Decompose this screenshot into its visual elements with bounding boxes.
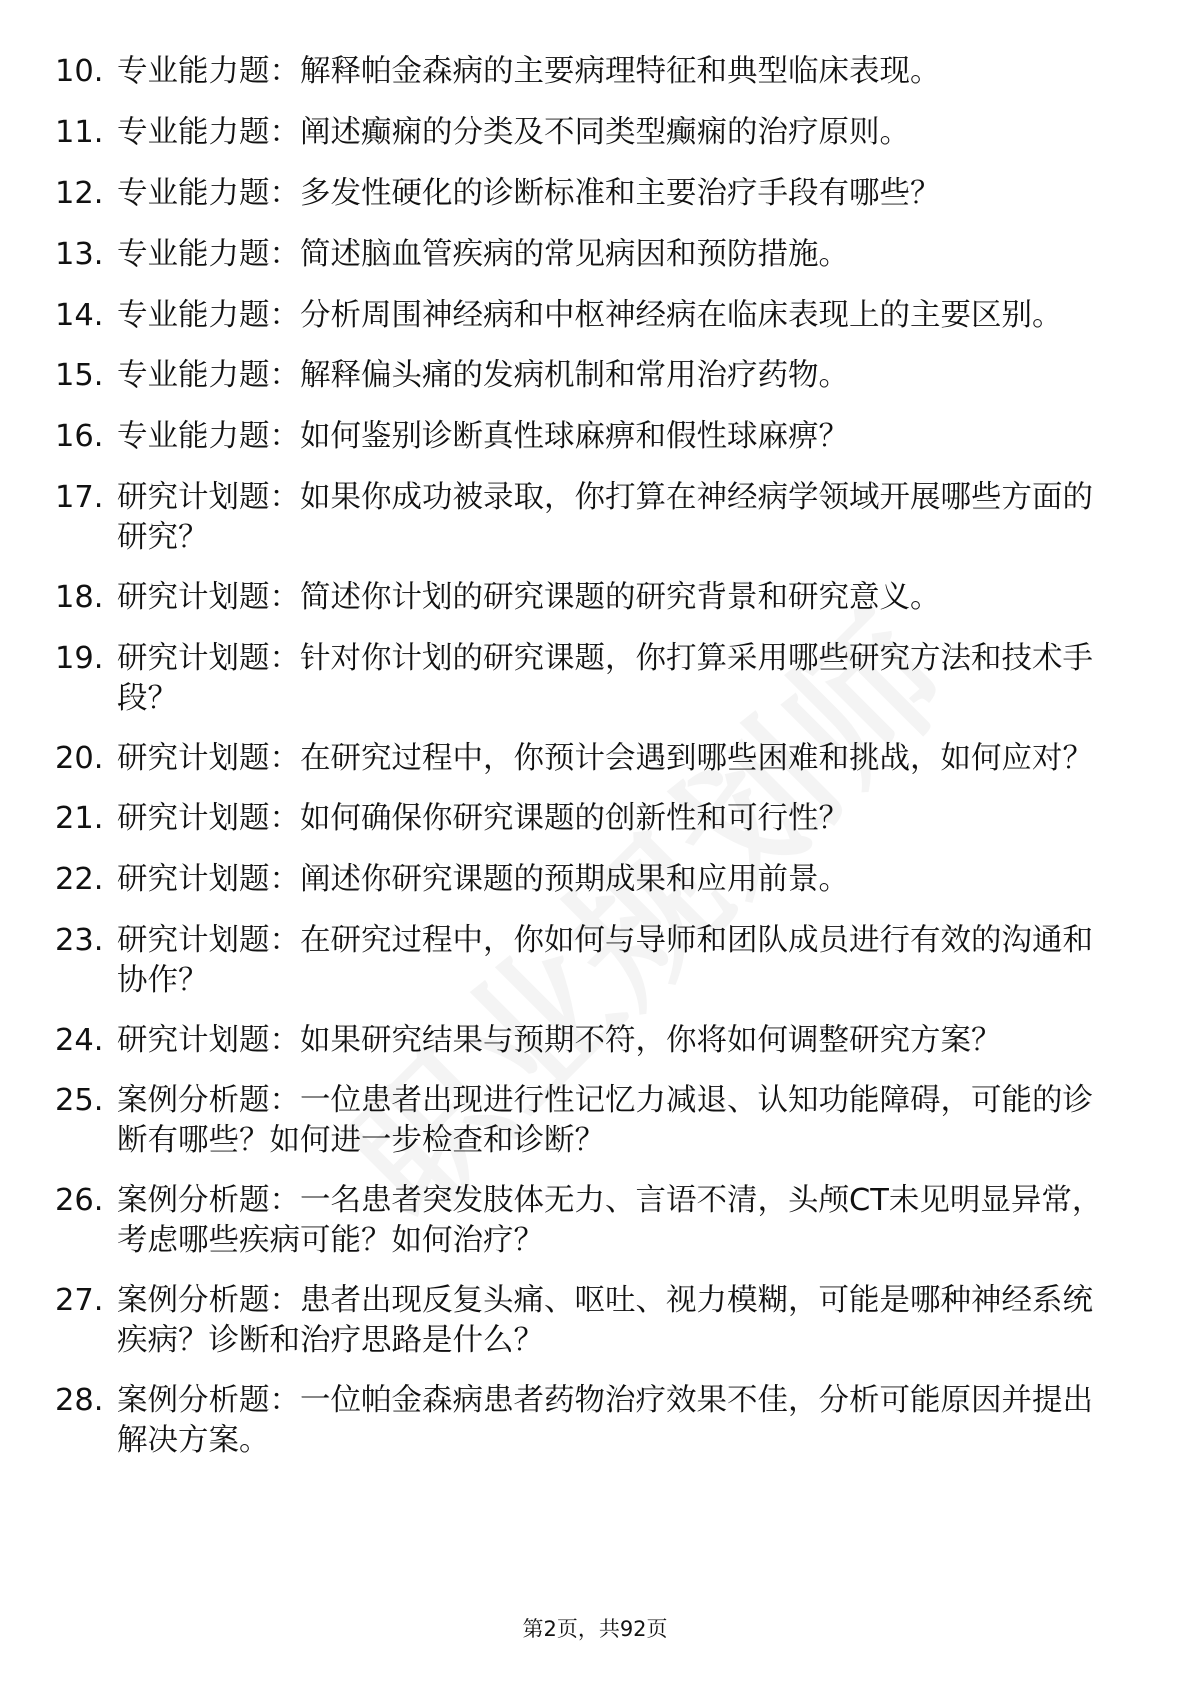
question-text: 解释帕金森病的主要病理特征和典型临床表现。 xyxy=(300,54,941,89)
question-text: 一位患者出现进行性记忆力减退、认知功能障碍，可能的诊断有哪些？如何进一步检查和诊断？ xyxy=(117,1083,1093,1158)
list-item xyxy=(0,174,1190,214)
question-category: 专业能力题： xyxy=(117,419,300,454)
question-category: 研究计划题： xyxy=(117,801,300,836)
question-category: 专业能力题： xyxy=(117,237,300,272)
question-number: 20. xyxy=(55,741,104,776)
question-text: 在研究过程中，你如何与导师和团队成员进行有效的沟通和协作？ xyxy=(117,923,1093,998)
list-item xyxy=(0,478,1190,558)
question-category: 研究计划题： xyxy=(117,480,300,515)
question-text: 阐述癫痫的分类及不同类型癫痫的治疗原则。 xyxy=(300,115,910,150)
question-number: 26. xyxy=(55,1183,104,1218)
question-text: 如果你成功被录取，你打算在神经病学领域开展哪些方面的研究？ xyxy=(117,480,1093,555)
list-item xyxy=(0,1381,1190,1461)
question-text: 多发性硬化的诊断标准和主要治疗手段有哪些？ xyxy=(300,176,941,211)
question-text: 简述脑血管疾病的常见病因和预防措施。 xyxy=(300,237,849,272)
question-text: 分析周围神经病和中枢神经病在临床表现上的主要区别。 xyxy=(300,298,1063,333)
question-text: 一名患者突发肢体无力、言语不清，头颅CT未见明显异常，考虑哪些疾病可能？如何治疗？ xyxy=(117,1183,1103,1258)
list-item xyxy=(0,1181,1190,1261)
question-category: 专业能力题： xyxy=(117,115,300,150)
list-item xyxy=(0,739,1190,779)
list-item xyxy=(0,1281,1190,1361)
question-number: 18. xyxy=(55,580,104,615)
question-category: 案例分析题： xyxy=(117,1183,300,1218)
question-category: 案例分析题： xyxy=(117,1283,300,1318)
list-item xyxy=(0,578,1190,618)
question-category: 研究计划题： xyxy=(117,1023,300,1058)
question-number: 24. xyxy=(55,1023,104,1058)
question-list xyxy=(0,52,1190,1481)
question-category: 案例分析题： xyxy=(117,1083,300,1118)
page-footer: 第2页，共92页 xyxy=(522,1617,668,1641)
list-item xyxy=(0,1081,1190,1161)
list-item xyxy=(0,921,1190,1001)
question-category: 专业能力题： xyxy=(117,176,300,211)
list-item xyxy=(0,356,1190,396)
list-item xyxy=(0,639,1190,719)
question-category: 专业能力题： xyxy=(117,298,300,333)
question-number: 11. xyxy=(55,115,104,150)
list-item xyxy=(0,799,1190,839)
question-text: 阐述你研究课题的预期成果和应用前景。 xyxy=(300,862,849,897)
question-category: 研究计划题： xyxy=(117,641,300,676)
question-text: 患者出现反复头痛、呕吐、视力模糊，可能是哪种神经系统疾病？诊断和治疗思路是什么？ xyxy=(117,1283,1093,1358)
question-number: 22. xyxy=(55,862,104,897)
list-item xyxy=(0,860,1190,900)
question-text: 解释偏头痛的发病机制和常用治疗药物。 xyxy=(300,358,849,393)
question-number: 13. xyxy=(55,237,104,272)
list-item xyxy=(0,113,1190,153)
question-text: 简述你计划的研究课题的研究背景和研究意义。 xyxy=(300,580,941,615)
list-item xyxy=(0,296,1190,336)
question-number: 17. xyxy=(55,480,104,515)
question-category: 研究计划题： xyxy=(117,741,300,776)
question-number: 25. xyxy=(55,1083,104,1118)
question-number: 12. xyxy=(55,176,104,211)
question-number: 21. xyxy=(55,801,104,836)
question-number: 15. xyxy=(55,358,104,393)
question-text: 针对你计划的研究课题，你打算采用哪些研究方法和技术手段？ xyxy=(117,641,1093,716)
list-item xyxy=(0,417,1190,457)
question-number: 19. xyxy=(55,641,104,676)
list-item xyxy=(0,235,1190,275)
question-text: 一位帕金森病患者药物治疗效果不佳，分析可能原因并提出解决方案。 xyxy=(117,1383,1093,1458)
question-category: 专业能力题： xyxy=(117,358,300,393)
question-number: 16. xyxy=(55,419,104,454)
question-category: 研究计划题： xyxy=(117,923,300,958)
list-item xyxy=(0,52,1190,92)
question-number: 27. xyxy=(55,1283,104,1318)
question-number: 23. xyxy=(55,923,104,958)
question-number: 14. xyxy=(55,298,104,333)
question-text: 如何确保你研究课题的创新性和可行性？ xyxy=(300,801,849,836)
question-category: 专业能力题： xyxy=(117,54,300,89)
list-item xyxy=(0,1021,1190,1061)
question-category: 研究计划题： xyxy=(117,862,300,897)
question-text: 如何鉴别诊断真性球麻痹和假性球麻痹？ xyxy=(300,419,849,454)
question-number: 10. xyxy=(55,54,104,89)
question-text: 如果研究结果与预期不符，你将如何调整研究方案？ xyxy=(300,1023,1002,1058)
question-category: 案例分析题： xyxy=(117,1383,300,1418)
question-text: 在研究过程中，你预计会遇到哪些困难和挑战，如何应对？ xyxy=(300,741,1093,776)
question-category: 研究计划题： xyxy=(117,580,300,615)
question-number: 28. xyxy=(55,1383,104,1418)
